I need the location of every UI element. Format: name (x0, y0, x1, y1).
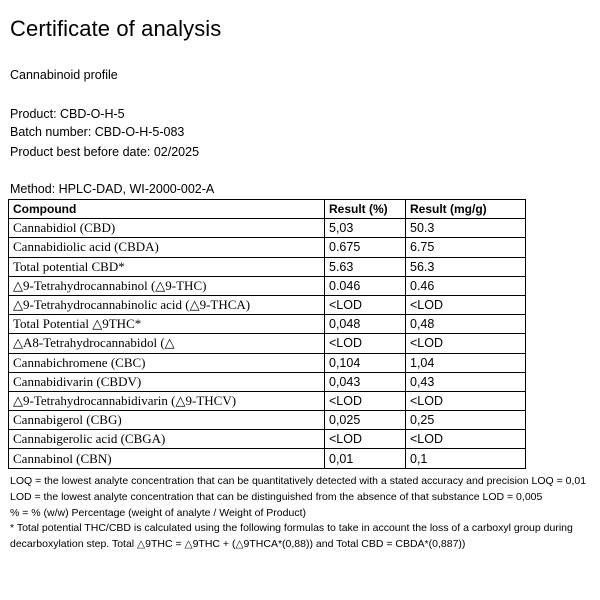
compound-cell: Cannabinol (CBN) (9, 449, 325, 468)
compound-cell: Cannabigerol (CBG) (9, 411, 325, 430)
result-percent-cell: 0,048 (325, 315, 406, 334)
table-row (9, 449, 526, 468)
result-percent-cell: 0,043 (325, 372, 406, 391)
result-mg-g-cell: 0,43 (406, 372, 526, 391)
header-compound: Compound (9, 200, 325, 219)
header-result-percent: Result (%) (325, 200, 406, 219)
compound-cell: Total potential CBD* (9, 257, 325, 276)
compound-cell: Cannabidiol (CBD) (9, 219, 325, 238)
compound-cell: △9-Tetrahydrocannabinolic acid (△9-THCA) (9, 295, 325, 314)
total-potential-note: * Total potential THC/CBD is calculated using the following formulas to take in account the loss of a carboxyl group during decarboxylation step. Total △9THC = △9THC + (△9THCA*(0,88)) and Total CBD = CBDA*(0,887)) (10, 522, 573, 551)
best-before-line: Product best before date: 02/2025 (10, 145, 200, 159)
compound-cell: Cannabichromene (CBC) (9, 353, 325, 372)
header-result-mg-g: Result (mg/g) (406, 200, 526, 219)
table-row (9, 238, 526, 257)
result-percent-cell: 0,025 (325, 411, 406, 430)
result-percent-cell: <LOD (325, 334, 406, 353)
result-percent-cell: 0,104 (325, 353, 406, 372)
table-row (9, 276, 526, 295)
compound-cell: Cannabigerolic acid (CBGA) (9, 430, 325, 449)
compound-cell: △9-Tetrahydrocannabidivarin (△9-THCV) (9, 391, 325, 410)
compound-cell: △9-Tetrahydrocannabinol (△9-THC) (9, 276, 325, 295)
table-row (9, 315, 526, 334)
result-mg-g-cell: 6.75 (406, 238, 526, 257)
result-mg-g-cell: <LOD (406, 391, 526, 410)
method-line: Method: HPLC-DAD, WI-2000-002-A (10, 182, 215, 196)
footnotes (10, 474, 595, 553)
result-percent-cell: 0.675 (325, 238, 406, 257)
lod-note: LOD = the lowest analyte concentration that can be distinguished from the absence of that substance LOD = 0,005 (10, 490, 543, 503)
compound-cell: Cannabidiolic acid (CBDA) (9, 238, 325, 257)
result-percent-cell: <LOD (325, 391, 406, 410)
table-row (9, 257, 526, 276)
result-percent-cell: 5.63 (325, 257, 406, 276)
batch-number-line: Batch number: CBD-O-H-5-083 (10, 125, 185, 139)
result-mg-g-cell: 0,48 (406, 315, 526, 334)
percent-note: % = % (w/w) Percentage (weight of analyte / Weight of Product) (10, 506, 306, 519)
table-row (9, 353, 526, 372)
table-row (9, 372, 526, 391)
table-row (9, 411, 526, 430)
result-percent-cell: <LOD (325, 295, 406, 314)
table-row (9, 391, 526, 410)
table-row (9, 295, 526, 314)
result-percent-cell: <LOD (325, 430, 406, 449)
document-title: Certificate of analysis (10, 16, 222, 41)
result-percent-cell: 5,03 (325, 219, 406, 238)
result-mg-g-cell: 1,04 (406, 353, 526, 372)
product-line: Product: CBD-O-H-5 (10, 107, 125, 121)
result-mg-g-cell: 0.46 (406, 276, 526, 295)
results-table (8, 199, 526, 469)
table-row (9, 334, 526, 353)
compound-cell: △A8-Tetrahydrocannabidol (△ (9, 334, 325, 353)
result-mg-g-cell: 0,1 (406, 449, 526, 468)
loq-note: LOQ = the lowest analyte concentration that can be quantitatively detected with a stated accuracy and precision LOQ = 0,01 (10, 475, 587, 487)
compound-cell: Cannabidivarin (CBDV) (9, 372, 325, 391)
result-mg-g-cell: <LOD (406, 430, 526, 449)
result-mg-g-cell: <LOD (406, 295, 526, 314)
result-mg-g-cell: 50.3 (406, 219, 526, 238)
result-mg-g-cell: 0,25 (406, 411, 526, 430)
result-mg-g-cell: <LOD (406, 334, 526, 353)
compound-cell: Total Potential △9THC* (9, 315, 325, 334)
result-percent-cell: 0,01 (325, 449, 406, 468)
table-row (9, 219, 526, 238)
result-percent-cell: 0.046 (325, 276, 406, 295)
table-header-row (9, 200, 526, 219)
result-mg-g-cell: 56.3 (406, 257, 526, 276)
profile-subtitle: Cannabinoid profile (10, 68, 118, 82)
table-row (9, 430, 526, 449)
